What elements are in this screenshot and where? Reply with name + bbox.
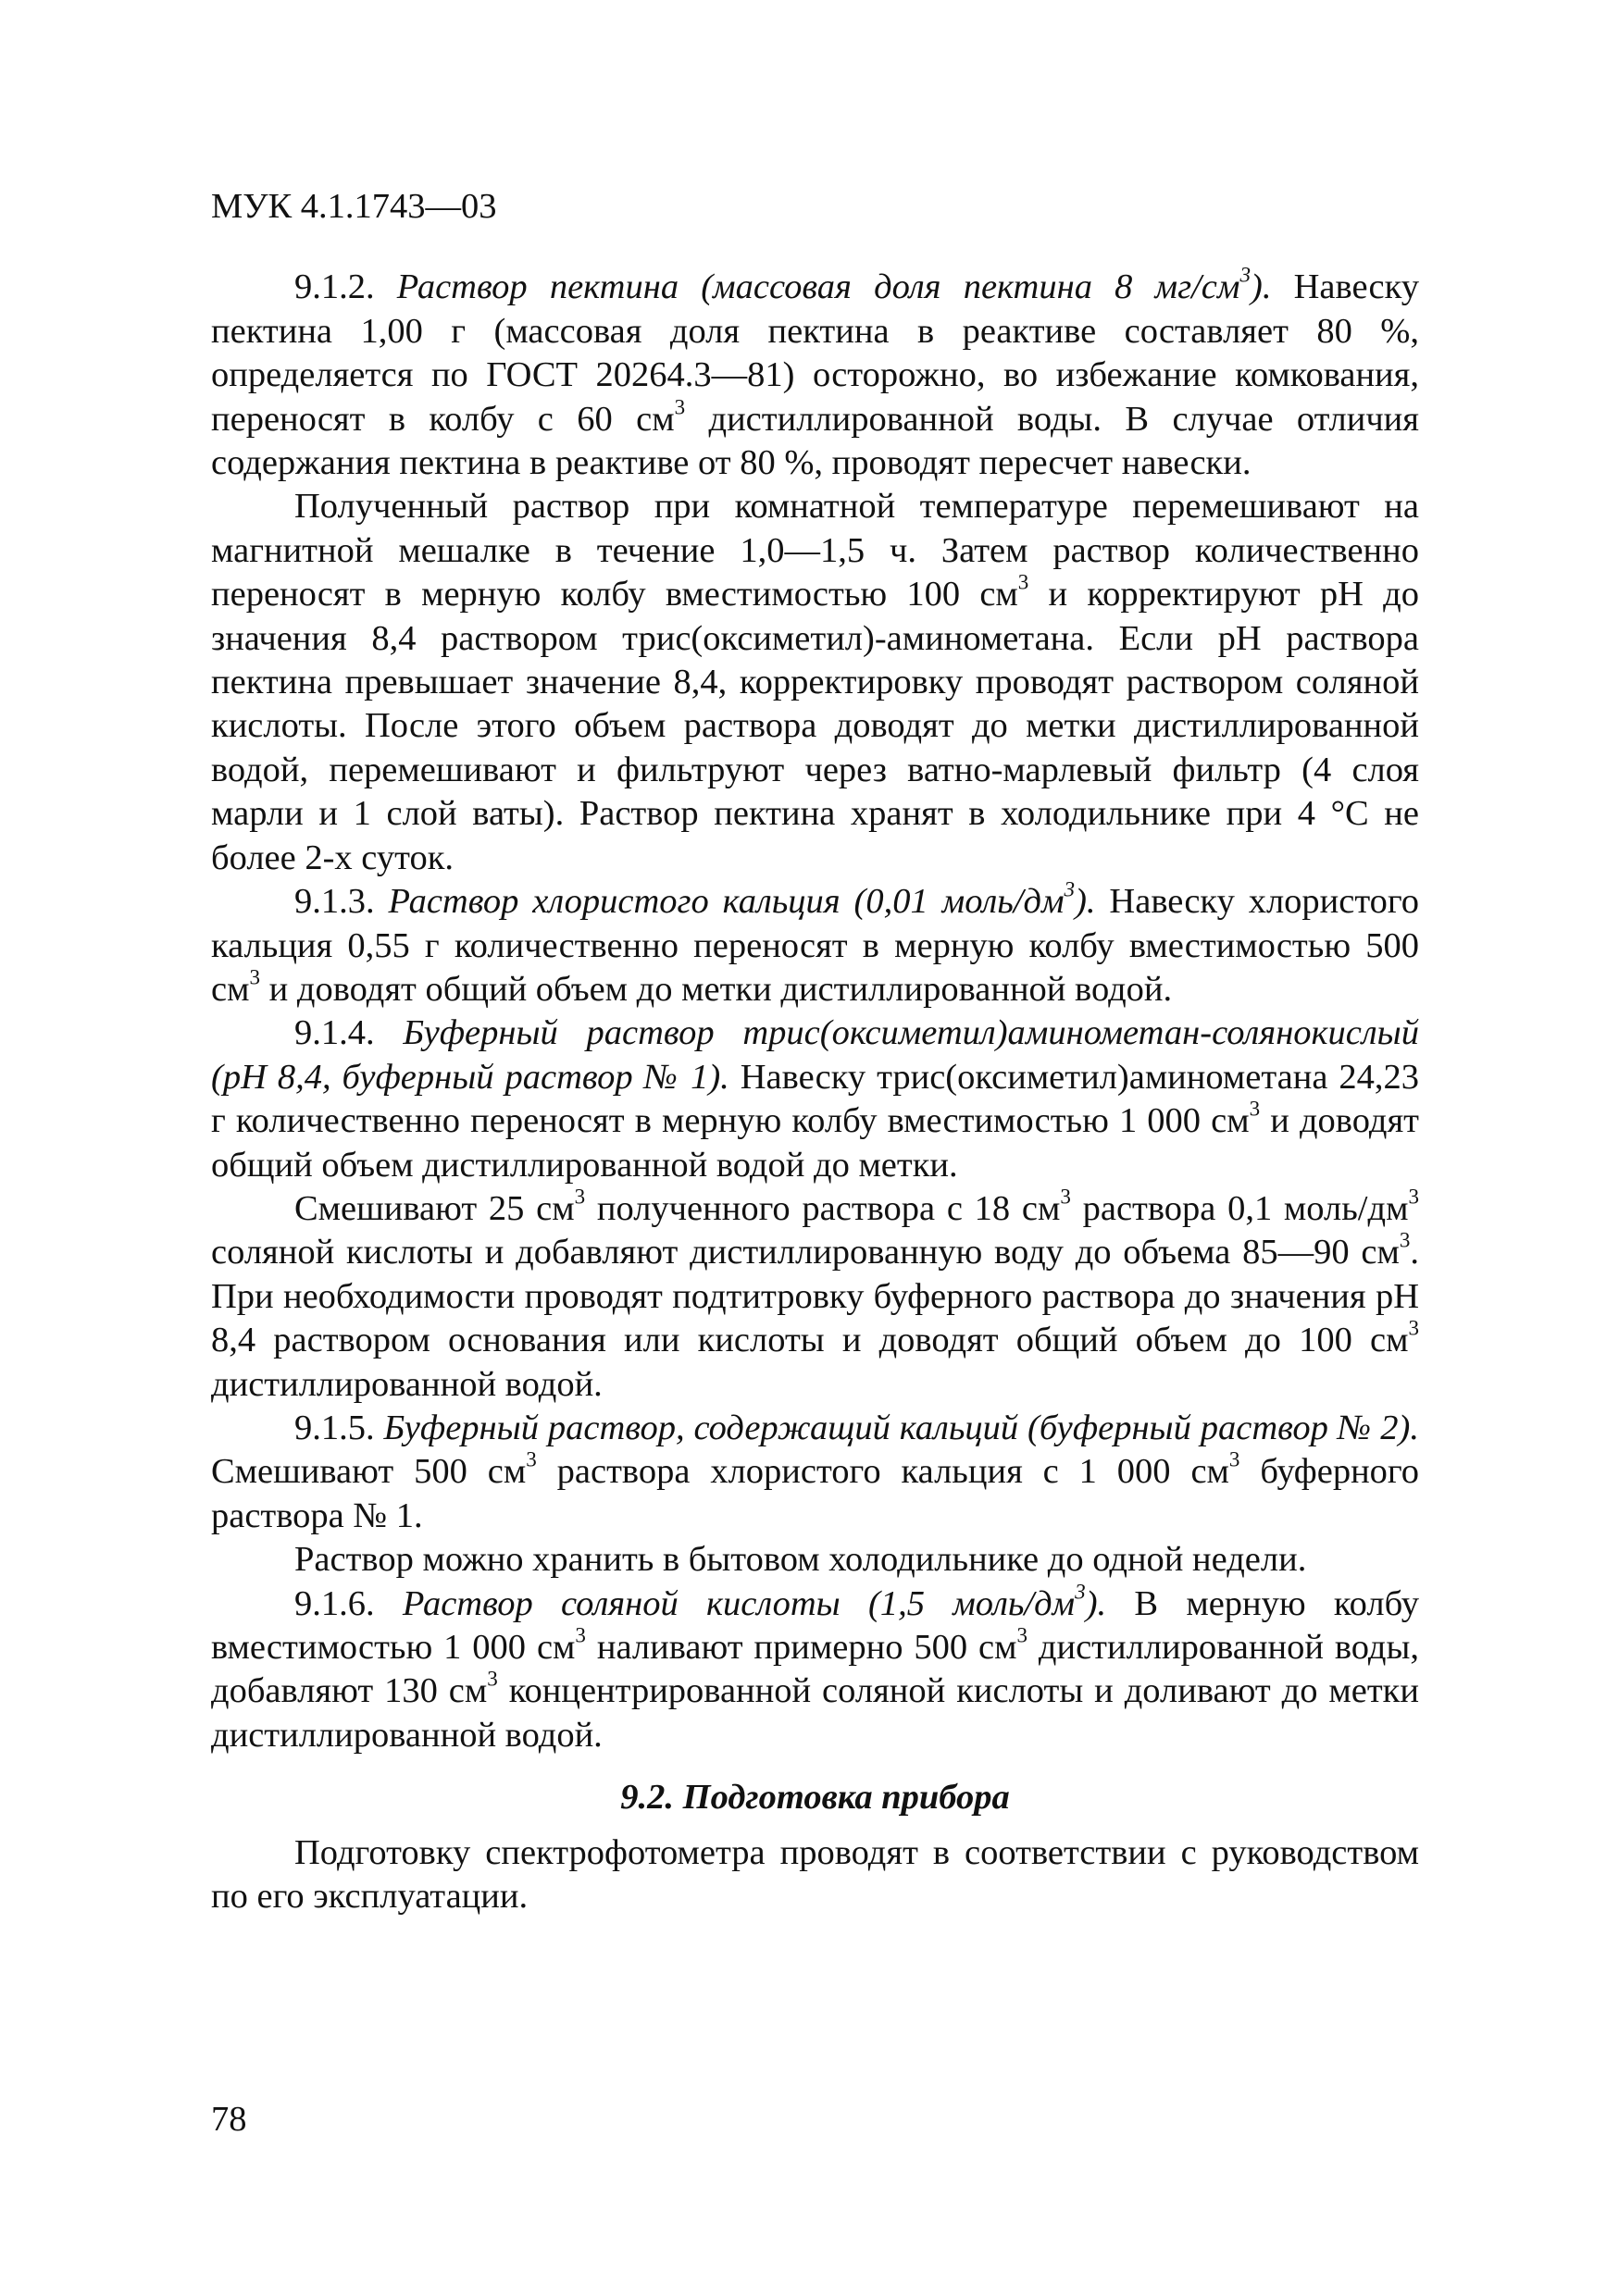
document-page [211,185,1419,1918]
paragraph-9-1-4: 9.1.4. Буферный раствор трис(оксиметил)аминометан-солянокислый (рН 8,4, буферный раствор № 1). Навеску трис(оксиметил)аминометана 24,23 г количественно переносят в мерную колбу вместимостью 1 000 $см^3$ и доводят общий объем дистиллированной водой до метки. [211,1013,1419,1185]
paragraph-9-2: Подготовку спектрофотометра проводят в соответствии с руководством по его эксплуатации. [211,1832,1419,1917]
section-number: 9.1.4. [294,1013,404,1053]
section-title: Буферный раствор, содержащий кальций (буферный раствор № 2). [383,1408,1419,1447]
section-number: 9.1.5. [294,1408,384,1447]
section-title: Раствор соляной кислоты (1,5 моль/$дм^3$). [402,1579,1107,1623]
section-number: 9.1.3. [294,882,389,922]
page-number: 78 [211,2100,247,2139]
paragraph-obtained-solution: Полученный раствор при комнатной температуре перемешивают на магнитной мешалке в течение 1,0—1,5 ч. Затем раствор количественно переносят в мерную колбу вместимостью 100 $см^3$ и корректируют рН до значения 8,4 раствором трис(оксиметил)-аминометана. Если рН раствора пектина превышает значение 8,4, корректировку проводят раствором соляной кислоты. После этого объем раствора доводят до метки дистиллированной водой, перемешивают и фильтруют через ватно-марлевый фильтр (4 слоя марли и 1 слой ваты). Раствор пектина хранят в холодильнике при 4 °С не более 2-х суток. [211,487,1419,877]
paragraph-9-1-3: 9.1.3. Раствор хлористого кальция (0,01 моль/$дм^3$). Навеску хлористого кальция 0,55 г количественно переносят в мерную колбу вместимостью 500 $см^3$ и доводят общий объем до метки дистиллированной водой. [211,876,1419,1009]
paragraph-9-1-6: 9.1.6. Раствор соляной кислоты (1,5 моль/$дм^3$). В мерную колбу вместимостью 1 000 $см^3$ наливают примерно 500 $см^3$ дистиллированной воды, добавляют 130 $см^3$ концентрированной соляной кислоты и доливают до метки дистиллированной водой. [211,1579,1419,1755]
section-title: Буферный раствор трис(оксиметил)аминометан-солянокислый (рН 8,4, буферный раствор № 1). [211,1013,1419,1097]
paragraph-9-1-5: 9.1.5. Буферный раствор, содержащий кальций (буферный раствор № 2). Смешивают 500 $см^3$ раствора хлористого кальция с 1 000 $см^3$ буферного раствора № 1. [211,1408,1420,1535]
paragraph-mixing: Смешивают 25 $см^3$ полученного раствора с 18 $см^3$ раствора 0,1 моль/$дм^3$ соляной кислоты и добавляют дистиллированную воду до объема 85—90 $см^3$. При необходимости проводят подтитровку буферного раствора до значения рН 8,4 раствором основания или кислоты и доводят общий объем до 100 $см^3$ дистиллированной водой. [211,1184,1419,1404]
section-title: Раствор хлористого кальция (0,01 моль/$дм^3$). [388,876,1096,922]
section-title: Раствор пектина (массовая доля пектина 8 $мг/см^3$). [396,263,1272,307]
document-code-header: МУК 4.1.1743—03 [211,187,497,226]
paragraph-9-1-2: 9.1.2. Раствор пектина (массовая доля пектина 8 $мг/см^3$). Навеску пектина 1,00 г (массовая доля пектина в реактиве составляет 80 %, определяется по ГОСТ 20264.3—81) осторожно, во избежание комкования, переносят в колбу с 60 $см^3$ дистиллированной воды. В случае отличия содержания пектина в реактиве от 80 %, проводят пересчет навески. [211,263,1419,483]
section-number: 9.1.6. [294,1583,403,1623]
section-heading-9-2: 9.2. Подготовка прибора [620,1778,1010,1818]
paragraph-storage: Раствор можно хранить в бытовом холодильнике до одной недели. [294,1540,1307,1580]
section-number: 9.1.2. [294,267,397,307]
